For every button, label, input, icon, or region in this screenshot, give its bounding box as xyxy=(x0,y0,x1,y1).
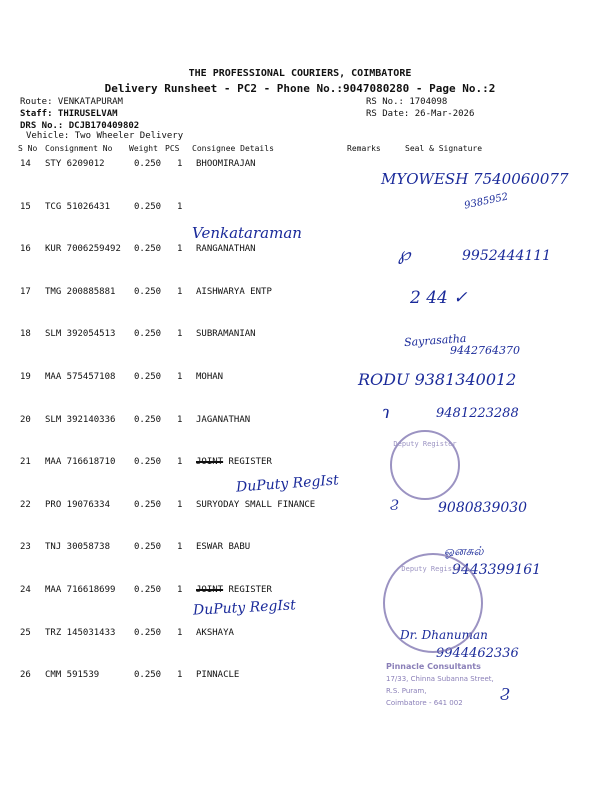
row-sno: 25 xyxy=(20,628,31,638)
table-row xyxy=(0,628,600,648)
row-pcs: 1 xyxy=(177,500,183,510)
table-row xyxy=(0,585,600,605)
handwriting-row15-phone: 9385952 xyxy=(463,191,510,212)
row-consignment: MAA 716618710 xyxy=(45,457,116,467)
row-consignee-details: AISHWARYA ENTP xyxy=(196,287,272,297)
row-weight: 0.250 xyxy=(134,287,162,297)
row-pcs: 1 xyxy=(177,457,183,467)
row-pcs: 1 xyxy=(177,329,183,339)
row-sno: 24 xyxy=(20,585,31,595)
row-sno: 16 xyxy=(20,244,31,254)
col-remarks: Remarks xyxy=(347,144,381,153)
row-consignee-details: MOHAN xyxy=(196,372,224,382)
handwriting-row15-name: Venkataraman xyxy=(192,224,302,242)
row-sno: 19 xyxy=(20,372,31,382)
row-sno: 22 xyxy=(20,500,31,510)
row-consignee-details: AKSHAYA xyxy=(196,628,234,638)
row-consignee-details: JAGANATHAN xyxy=(196,415,251,425)
col-weight: Weight xyxy=(129,144,158,153)
pinnacle-stamp-line3: Coimbatore - 641 002 xyxy=(386,699,463,707)
col-details: Consignee Details xyxy=(192,144,274,153)
row-sno: 14 xyxy=(20,159,31,169)
table-row xyxy=(0,542,600,562)
row-pcs: 1 xyxy=(177,244,183,254)
row-weight: 0.250 xyxy=(134,670,162,680)
row-weight: 0.250 xyxy=(134,585,162,595)
row-weight: 0.250 xyxy=(134,202,162,212)
row-details-struck: JOINT xyxy=(196,457,224,467)
deputy-register-stamp-1 xyxy=(390,430,460,500)
handwriting-row19: RODU 9381340012 xyxy=(358,370,517,389)
deputy-register-stamp-2 xyxy=(383,553,483,653)
staff-label: Staff: THIRUSELVAM xyxy=(20,109,118,119)
signature-row26: Ϩ xyxy=(500,684,510,705)
signature-row20: ɿ xyxy=(382,402,391,423)
row-consignment: STY 6209012 xyxy=(45,159,105,169)
row-pcs: 1 xyxy=(177,372,183,382)
signature-row16: ℘ xyxy=(398,244,411,265)
row-consignee-details: BHOOMIRAJAN xyxy=(196,159,256,169)
table-row xyxy=(0,457,600,477)
row-consignment: SLM 392054513 xyxy=(45,329,116,339)
rs-date: RS Date: 26-Mar-2026 xyxy=(366,109,475,119)
row-consignee-details: ESWAR BABU xyxy=(196,542,251,552)
handwriting-row25-phone: 9944462336 xyxy=(436,646,519,661)
stamp-label-2: Deputy Register xyxy=(401,565,465,573)
row-weight: 0.250 xyxy=(134,415,162,425)
row-pcs: 1 xyxy=(177,287,183,297)
row-consignment: MAA 575457108 xyxy=(45,372,116,382)
handwriting-row21-note: DuPuty RegIst xyxy=(235,472,340,496)
handwriting-row18-phone: 9442764370 xyxy=(450,344,520,357)
row-sno: 15 xyxy=(20,202,31,212)
row-sno: 20 xyxy=(20,415,31,425)
row-weight: 0.250 xyxy=(134,244,162,254)
col-consignment: Consignment No xyxy=(45,144,113,153)
row-weight: 0.250 xyxy=(134,542,162,552)
rs-number: RS No.: 1704098 xyxy=(366,97,448,107)
row-consignment: TMG 200885881 xyxy=(45,287,116,297)
row-consignment: SLM 392140336 xyxy=(45,415,116,425)
row-sno: 17 xyxy=(20,287,31,297)
row-consignee-details xyxy=(196,457,272,467)
row-sno: 26 xyxy=(20,670,31,680)
handwriting-row18-name: Sayrasatha xyxy=(403,331,467,350)
handwriting-row23-phone: 9443399161 xyxy=(452,562,542,578)
col-sno: S No xyxy=(18,144,38,153)
handwriting-row22-phone: 9080839030 xyxy=(438,500,528,516)
row-consignment: PRO 19076334 xyxy=(45,500,111,510)
pinnacle-stamp-line1: 17/33, Chinna Subanna Street, xyxy=(386,675,494,683)
row-pcs: 1 xyxy=(177,542,183,552)
row-details-struck: JOINT xyxy=(196,585,224,595)
signature-row22: Ϩ xyxy=(390,495,399,514)
row-weight: 0.250 xyxy=(134,329,162,339)
row-weight: 0.250 xyxy=(134,159,162,169)
row-pcs: 1 xyxy=(177,670,183,680)
row-consignment: MAA 716618699 xyxy=(45,585,116,595)
row-sno: 23 xyxy=(20,542,31,552)
row-consignment: TNJ 30058738 xyxy=(45,542,111,552)
pinnacle-stamp-name: Pinnacle Consultants xyxy=(386,662,481,671)
row-sno: 21 xyxy=(20,457,31,467)
stamp-label-1: Deputy Register xyxy=(393,440,457,448)
row-weight: 0.250 xyxy=(134,500,162,510)
row-consignment: TCG 51026431 xyxy=(45,202,111,212)
row-consignment: CMM 591539 xyxy=(45,670,100,680)
row-weight: 0.250 xyxy=(134,372,162,382)
row-weight: 0.250 xyxy=(134,457,162,467)
route-label: Route: VENKATAPURAM xyxy=(20,97,123,107)
row-consignee-details: SURYODAY SMALL FINANCE xyxy=(196,500,316,510)
pinnacle-stamp-line2: R.S. Puram, xyxy=(386,687,427,695)
row-consignee-details: RANGANATHAN xyxy=(196,244,256,254)
row-consignment: KUR 7006259492 xyxy=(45,244,121,254)
row-pcs: 1 xyxy=(177,202,183,212)
row-consignee-details xyxy=(196,585,272,595)
vehicle-label: Vehicle: Two Wheeler Delivery xyxy=(26,131,184,141)
row-consignee-details: SUBRAMANIAN xyxy=(196,329,256,339)
row-details-text: REGISTER xyxy=(228,457,272,467)
row-consignment: TRZ 145031433 xyxy=(45,628,116,638)
handwriting-row14: MYOWESH 7540060077 xyxy=(381,170,569,188)
row-pcs: 1 xyxy=(177,585,183,595)
handwriting-row25-name: Dr. Dhanuman xyxy=(400,628,488,642)
row-pcs: 1 xyxy=(177,415,183,425)
handwriting-row20-phone: 9481223288 xyxy=(436,406,519,421)
col-seal: Seal & Signature xyxy=(405,144,483,153)
col-pcs: PCS xyxy=(165,144,180,153)
table-row xyxy=(0,670,600,690)
signature-row23: ஓனசுல் xyxy=(444,544,484,558)
handwriting-row17-sig: 2 44 ✓ xyxy=(410,288,468,308)
drs-number: DRS No.: DCJB170409802 xyxy=(20,121,140,131)
company-title: THE PROFESSIONAL COURIERS, COIMBATORE xyxy=(188,68,412,79)
table-row xyxy=(0,287,600,307)
handwriting-row24-note: DuPuty RegIst xyxy=(192,597,297,619)
row-pcs: 1 xyxy=(177,628,183,638)
table-row xyxy=(0,202,600,222)
row-consignee-details: PINNACLE xyxy=(196,670,240,680)
row-weight: 0.250 xyxy=(134,628,162,638)
handwriting-row16-phone: 9952444111 xyxy=(462,248,552,264)
row-details-text: REGISTER xyxy=(228,585,272,595)
row-sno: 18 xyxy=(20,329,31,339)
runsheet-title: Delivery Runsheet - PC2 - Phone No.:9047080280 - Page No.:2 xyxy=(104,82,496,95)
row-pcs: 1 xyxy=(177,159,183,169)
